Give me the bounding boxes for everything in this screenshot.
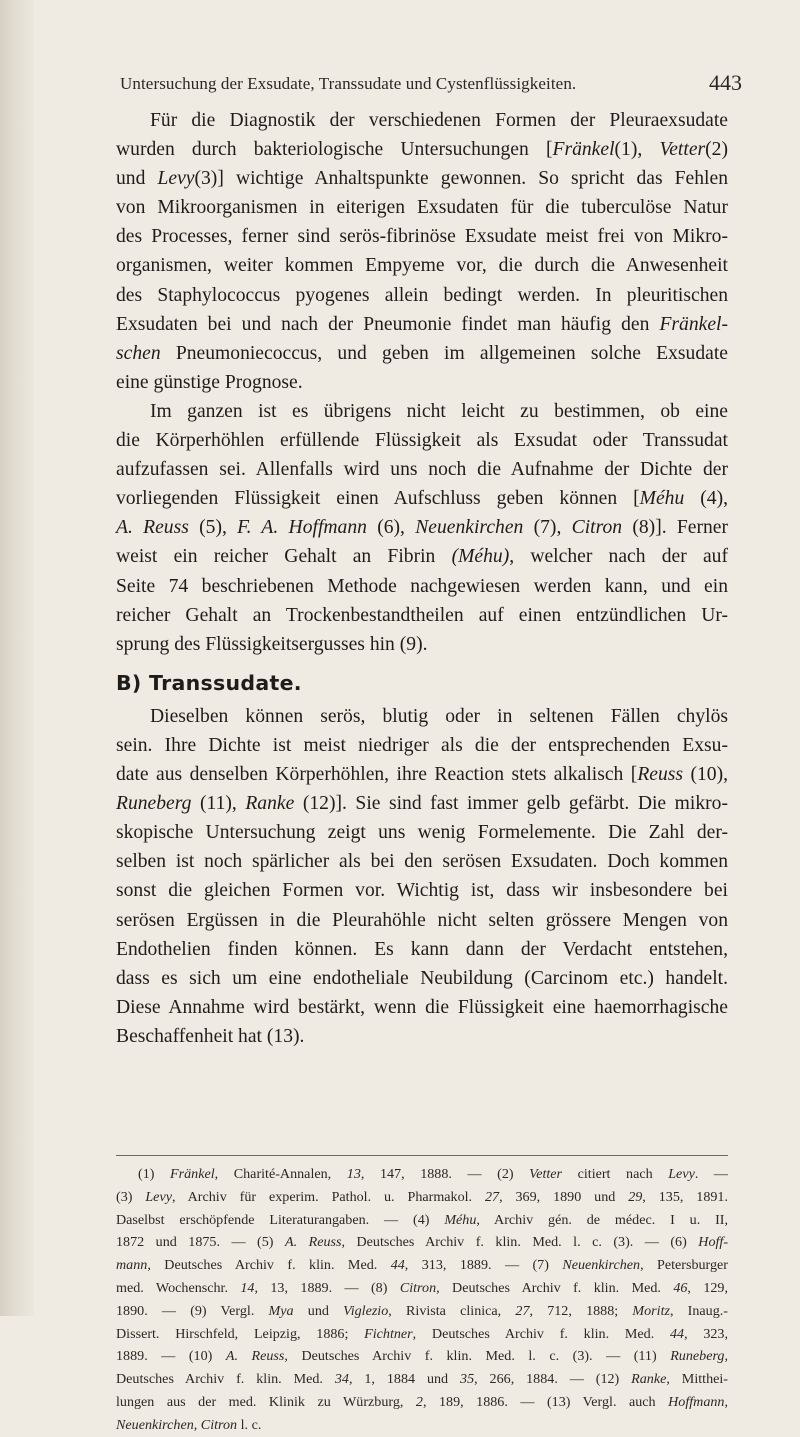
text-line bbox=[116, 339, 728, 368]
text-run: , bbox=[724, 1348, 729, 1365]
text-run: Levy bbox=[668, 1166, 695, 1182]
text-run: 1872 und 1875. — (5) bbox=[116, 1234, 285, 1251]
text-run: , 129, bbox=[687, 1279, 729, 1296]
text-run: citiert nach bbox=[562, 1166, 669, 1182]
text-run: eine günstige Prognose. bbox=[116, 371, 303, 393]
text-run: date aus denselben Körperhöhlen, ihre Reaction stets alkalisch [ bbox=[116, 764, 638, 786]
text-run: skopische Untersuchung zeigt uns wenig Formelemente. Die Zahl der- bbox=[116, 822, 728, 844]
text-run: 27 bbox=[484, 1188, 500, 1205]
text-line bbox=[116, 164, 728, 193]
text-line bbox=[116, 368, 728, 397]
text-run: und bbox=[293, 1302, 344, 1319]
text-line bbox=[116, 964, 728, 993]
text-run: (6), bbox=[366, 517, 416, 539]
footnote-line bbox=[116, 1163, 728, 1186]
text-line bbox=[116, 135, 728, 164]
text-run: 27 bbox=[515, 1302, 530, 1319]
text-line bbox=[116, 484, 728, 513]
text-run: , 13, 1889. — (8) bbox=[254, 1279, 400, 1296]
text-run: , Deutsches Archiv f. klin. Med. bbox=[412, 1325, 670, 1342]
author-ref: Reuss bbox=[637, 764, 684, 786]
text-run: des Processes, ferner sind serös-fibrinöse Exsudate meist frei von Mikro- bbox=[116, 226, 728, 248]
text-run: (1) bbox=[138, 1166, 171, 1182]
body-text bbox=[116, 106, 728, 1051]
author-ref: Fränkel bbox=[552, 139, 615, 161]
text-run: und bbox=[116, 168, 158, 190]
text-run: (5), bbox=[188, 517, 238, 539]
footnote-line bbox=[116, 1323, 728, 1346]
author-ref: F. A. Hoffmann bbox=[237, 517, 367, 539]
text-run: mann bbox=[116, 1257, 148, 1274]
text-run: Neuenkirchen bbox=[116, 1416, 194, 1433]
text-run: (8)]. Ferner bbox=[622, 517, 729, 539]
text-run: 13 bbox=[346, 1166, 361, 1182]
text-run: , 1, 1884 und bbox=[348, 1371, 461, 1388]
text-run: . — bbox=[694, 1166, 729, 1182]
text-run: , Deutsches Archiv f. klin. Med. bbox=[147, 1257, 391, 1274]
text-run: weist ein reicher Gehalt an Fibrin bbox=[116, 546, 452, 568]
text-line bbox=[116, 426, 728, 455]
text-run: (10), bbox=[683, 764, 728, 786]
text-run: Für die Diagnostik der verschiedenen Formen der Pleuraexsudate bbox=[150, 110, 728, 131]
footnote-line bbox=[116, 1254, 728, 1277]
text-run: , 323, bbox=[684, 1325, 728, 1342]
text-run: Levy bbox=[145, 1188, 172, 1205]
text-run: , Petersburger bbox=[640, 1257, 728, 1274]
text-run: Dissert. Hirschfeld, Leipzig, 1886; bbox=[116, 1325, 365, 1342]
text-run: Mya bbox=[268, 1302, 294, 1319]
text-run: reicher Gehalt an Trockenbestandtheilen auf einen entzündlichen Ur- bbox=[116, 604, 728, 626]
text-run: wurden durch bakteriologische Untersuchungen [ bbox=[116, 139, 553, 161]
text-run: , Archiv gén. de médec. I u. II, bbox=[476, 1211, 728, 1228]
footnote-line bbox=[116, 1345, 728, 1368]
text-run: Citron bbox=[200, 1416, 238, 1433]
text-run: Dieselben können serös, blutig oder in seltenen Fällen chylös bbox=[150, 705, 728, 727]
text-run: 35 bbox=[460, 1371, 475, 1388]
text-line bbox=[116, 455, 728, 484]
text-run: lungen aus der med. Klinik zu Würzburg, bbox=[116, 1393, 416, 1410]
text-run: med. Wochenschr. bbox=[116, 1279, 241, 1296]
text-run: sein. Ihre Dichte ist meist niedriger als die der entsprechenden Exsu- bbox=[116, 734, 728, 756]
text-run: (7), bbox=[523, 517, 572, 539]
text-run: Neuenkirchen bbox=[562, 1257, 641, 1274]
text-line bbox=[116, 251, 728, 280]
text-run: Ranke bbox=[631, 1371, 667, 1388]
text-run: A. Reuss bbox=[284, 1234, 342, 1251]
text-run: A. Reuss bbox=[225, 1348, 285, 1365]
author-ref: Ranke bbox=[245, 793, 295, 815]
text-line bbox=[116, 630, 728, 659]
text-run: Hoffmann bbox=[668, 1393, 725, 1410]
text-line bbox=[116, 513, 728, 542]
text-line bbox=[116, 818, 728, 847]
footnote-line bbox=[116, 1186, 728, 1209]
text-run: l. c. bbox=[237, 1416, 262, 1433]
text-line bbox=[116, 397, 728, 426]
text-line bbox=[116, 222, 728, 251]
text-run: (4), bbox=[684, 488, 728, 510]
text-run: serösen Ergüssen in die Pleurahöhle nicht selten grössere Mengen von bbox=[116, 909, 728, 931]
text-line bbox=[116, 760, 728, 789]
text-run: (11), bbox=[191, 793, 246, 815]
author-ref: schen bbox=[116, 342, 161, 364]
text-line bbox=[116, 935, 728, 964]
text-run: 2 bbox=[415, 1393, 423, 1410]
text-run: Seite 74 beschriebenen Methode nachgewiesen werden kann, und ein bbox=[116, 575, 728, 597]
footnote-line bbox=[116, 1209, 728, 1232]
text-line bbox=[116, 281, 728, 310]
text-line bbox=[116, 193, 728, 222]
text-run: sonst die gleichen Formen vor. Wichtig ist, dass wir insbesondere bei bbox=[116, 880, 728, 902]
text-run: Im ganzen ist es übrigens nicht leicht zu bestimmen, ob eine bbox=[150, 400, 728, 422]
text-run: (3) bbox=[116, 1188, 146, 1205]
text-run: Viglezio bbox=[343, 1302, 389, 1319]
text-run: 44 bbox=[669, 1325, 685, 1342]
text-run: , Charité-Annalen, bbox=[214, 1166, 347, 1182]
text-run: Endothelien finden können. Es kann dann der Verdacht entstehen, bbox=[116, 938, 728, 960]
text-run: 34 bbox=[334, 1371, 349, 1388]
text-run: 44 bbox=[390, 1257, 405, 1274]
footnote-line bbox=[116, 1391, 728, 1414]
text-run: (12)]. Sie sind fast immer gelb gefärbt. Die mikro- bbox=[294, 793, 728, 815]
text-run: organismen, weiter kommen Empyeme vor, die durch die Anwesenheit bbox=[116, 255, 728, 277]
text-line bbox=[116, 542, 728, 571]
author-ref: Méhu bbox=[639, 488, 685, 510]
text-run: , 369, 1890 und bbox=[499, 1188, 629, 1205]
text-line bbox=[116, 310, 728, 339]
page-number: 443 bbox=[709, 70, 742, 95]
text-run: Deutsches Archiv f. klin. Med. bbox=[116, 1371, 335, 1388]
text-run: , bbox=[724, 1393, 728, 1410]
text-run: Méhu bbox=[444, 1211, 477, 1228]
footnote-rule bbox=[116, 1155, 728, 1156]
text-run: sprung des Flüssigkeitsergusses hin (9). bbox=[116, 633, 428, 655]
text-run: von Mikroorganismen in eiterigen Exsudaten für die tuberculöse Natur bbox=[116, 197, 728, 219]
text-run: Daselbst erschöpfende Literaturangaben. — (4) bbox=[116, 1211, 445, 1228]
footnote-line bbox=[116, 1277, 728, 1300]
author-ref: Citron bbox=[571, 517, 623, 539]
text-run: aufzufassen sei. Allenfalls wird uns noch die Aufnahme der Dichte der bbox=[116, 459, 728, 481]
text-run: , 189, 1886. — (13) Vergl. auch bbox=[422, 1393, 669, 1410]
text-run: vorliegenden Flüssigkeit einen Aufschluss geben können [ bbox=[116, 488, 640, 510]
text-run: 14 bbox=[240, 1279, 255, 1296]
author-ref: Neuenkirchen bbox=[415, 517, 524, 539]
text-run: , Inaug.- bbox=[669, 1302, 728, 1319]
text-run: , Deutsches Archiv f. klin. Med. l. c. (3). — (6) bbox=[341, 1234, 699, 1251]
text-line bbox=[116, 702, 728, 731]
text-line bbox=[116, 876, 728, 905]
text-run: , Deutsches Archiv f. klin. Med. bbox=[436, 1279, 674, 1296]
text-run: , 135, 1891. bbox=[642, 1188, 728, 1205]
footnote-line bbox=[116, 1231, 728, 1254]
footnotes bbox=[116, 1163, 728, 1437]
text-run: , 266, 1884. — (12) bbox=[474, 1371, 632, 1388]
text-run: Vetter bbox=[529, 1166, 563, 1182]
text-run: Fränkel bbox=[170, 1166, 215, 1182]
text-run: Pneumoniecoccus, und geben im allgemeinen solche Exsudate bbox=[160, 342, 728, 364]
footnote-line bbox=[116, 1368, 728, 1391]
text-line bbox=[116, 789, 728, 818]
running-head-title: Untersuchung der Exsudate, Transsudate und Cystenflüssigkeiten. bbox=[120, 74, 577, 93]
text-run: 1890. — (9) Vergl. bbox=[116, 1302, 269, 1319]
author-ref: A. Reuss bbox=[116, 517, 189, 539]
author-ref: Fränkel- bbox=[659, 313, 728, 335]
text-run: Diese Annahme wird bestärkt, wenn die Flüssigkeit eine haemorrhagische bbox=[116, 996, 728, 1018]
text-run: , Rivista clinica, bbox=[388, 1302, 516, 1319]
paragraph-transsudate bbox=[116, 702, 728, 1051]
text-run: , welcher nach der auf bbox=[509, 546, 728, 568]
text-line bbox=[116, 572, 728, 601]
text-run: Moritz bbox=[632, 1302, 670, 1319]
author-ref: Levy bbox=[157, 168, 195, 190]
text-run: 46 bbox=[673, 1279, 688, 1296]
text-run: Runeberg bbox=[670, 1348, 725, 1365]
text-run: Beschaffenheit hat (13). bbox=[116, 1025, 305, 1047]
footnote-line bbox=[116, 1300, 728, 1323]
text-run: , Archiv für experim. Pathol. u. Pharmakol. bbox=[171, 1188, 485, 1205]
text-line bbox=[116, 106, 728, 135]
text-run: (3)] wichtige Anhaltspunkte gewonnen. So spricht das Fehlen bbox=[194, 168, 728, 190]
text-run: , 712, 1888; bbox=[529, 1302, 633, 1319]
text-run: Citron bbox=[399, 1279, 437, 1296]
text-run: , 313, 1889. — (7) bbox=[404, 1257, 563, 1274]
text-run: (2) bbox=[705, 139, 728, 161]
text-run: Fichtner bbox=[364, 1325, 413, 1342]
running-head bbox=[90, 70, 750, 98]
footnote-line bbox=[116, 1414, 728, 1437]
text-line bbox=[116, 847, 728, 876]
text-run: dass es sich um eine endotheliale Neubildung (Carcinom etc.) handelt. bbox=[116, 967, 728, 989]
text-run: , bbox=[193, 1416, 201, 1433]
text-run: Hoff- bbox=[698, 1234, 729, 1251]
author-ref: (Méhu) bbox=[451, 546, 510, 568]
text-run: die Körperhöhlen erfüllende Flüssigkeit als Exsudat oder Transsudat bbox=[116, 430, 728, 452]
text-run: , 147, 1888. — (2) bbox=[360, 1166, 530, 1182]
text-run: (1), bbox=[614, 139, 660, 161]
paragraph-pleura-exsudate bbox=[116, 106, 728, 397]
author-ref: Vetter bbox=[659, 139, 706, 161]
text-line bbox=[116, 993, 728, 1022]
text-run: 29 bbox=[628, 1188, 643, 1205]
author-ref: Runeberg bbox=[116, 793, 192, 815]
section-heading: B) Transsudate. bbox=[116, 670, 302, 695]
text-line bbox=[116, 1022, 728, 1051]
text-line bbox=[116, 601, 728, 630]
text-line bbox=[116, 906, 728, 935]
text-run: , Mitthei- bbox=[666, 1371, 728, 1388]
text-run: Exsudaten bei und nach der Pneumonie findet man häufig den bbox=[116, 313, 660, 335]
text-line bbox=[116, 731, 728, 760]
text-run: des Staphylococcus pyogenes allein bedingt werden. In pleuritischen bbox=[116, 284, 728, 306]
text-run: 1889. — (10) bbox=[116, 1348, 226, 1365]
text-run: , Deutsches Archiv f. klin. Med. l. c. (3). — (11) bbox=[284, 1348, 671, 1365]
text-run: selben ist noch spärlicher als bei den serösen Exsudaten. Doch kommen bbox=[116, 851, 728, 873]
paragraph-dichte bbox=[116, 397, 728, 659]
